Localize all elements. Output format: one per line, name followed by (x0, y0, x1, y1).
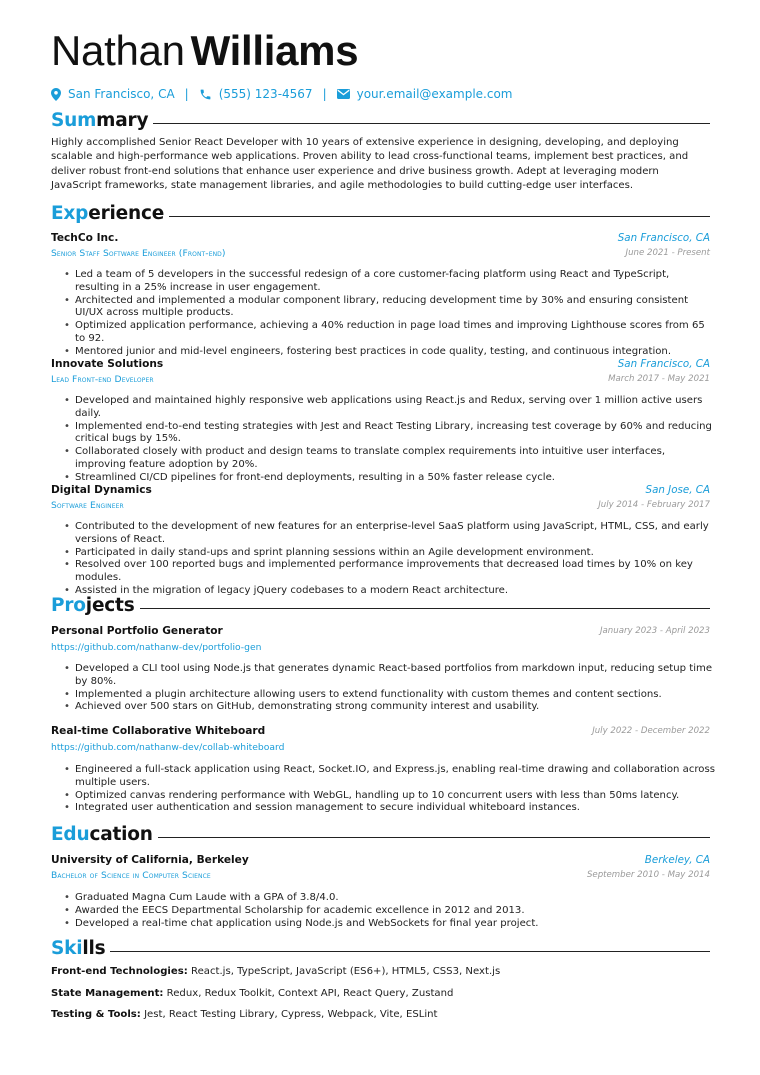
list-item: • Developed and maintained highly responsive web applications using React.js and Redux, serving over 1 million active users daily. (75, 395, 715, 421)
project-dates: July 2022 - December 2022 (592, 726, 710, 736)
title-accent: Pro (51, 594, 86, 616)
school-name: University of California, Berkeley (51, 854, 249, 866)
list-item: • Mentored junior and mid-level engineers, fostering best practices in code quality, testing, and continuous integration. (75, 346, 715, 359)
job-title: Software Engineer (51, 499, 124, 511)
title-accent: Exp (51, 202, 89, 224)
skill-value: React.js, TypeScript, JavaScript (ES6+), HTML5, CSS3, Next.js (191, 966, 501, 977)
section-title (51, 595, 135, 616)
section-rule (153, 123, 710, 124)
project-bullets (75, 663, 715, 714)
project-dates: January 2023 - April 2023 (600, 626, 710, 636)
company-name: Digital Dynamics (51, 484, 152, 496)
section-rule (140, 608, 710, 609)
education-dates: September 2010 - May 2014 (586, 870, 710, 880)
company-name: TechCo Inc. (51, 232, 119, 244)
skill-row (51, 1008, 710, 1022)
list-item: • Graduated Magna Cum Laude with a GPA of 3.8/4.0. (75, 892, 715, 905)
skill-label: Front-end Technologies: (51, 966, 188, 977)
phone-icon (199, 88, 212, 101)
contact-email[interactable] (337, 87, 513, 101)
job-location: San Jose, CA (645, 484, 710, 496)
project-entry-subheader (51, 640, 710, 654)
job-title: Lead Front-end Developer (51, 373, 154, 385)
envelope-icon (337, 89, 350, 99)
section-summary-heading (51, 108, 710, 132)
list-item: • Led a team of 5 developers in the successful redesign of a core customer-facing platform using React and TypeScript, resulting in a 25% increase in user engagement. (75, 269, 715, 295)
candidate-name (51, 28, 358, 74)
contact-separator: | (184, 87, 189, 101)
job-location: San Francisco, CA (617, 358, 710, 370)
summary-text: Highly accomplished Senior React Developer with 10 years of extensive experience in designing, developing, and deploying scalable and high-performance web applications. Proven ability to lead cross-functional teams, implement best practices, and deliver robust front-end solutions that enhance user experience and drive business growth. Adept at leveraging modern JavaScript frameworks, state management libraries, and agile methodologies to build cutting-edge user interfaces. (51, 137, 689, 191)
title-rest: lls (82, 937, 106, 959)
list-item: • Streamlined CI/CD pipelines for front-end deployments, resulting in a 50% faster release cycle. (75, 472, 715, 485)
section-education-heading (51, 822, 710, 846)
project-url-link[interactable]: https://github.com/nathanw-dev/portfolio-gen (51, 641, 262, 653)
map-pin-icon (51, 88, 61, 101)
project-entry-header (51, 624, 710, 638)
contact-phone[interactable] (199, 87, 313, 101)
skill-row (51, 965, 710, 979)
skill-label: Testing & Tools: (51, 1009, 141, 1020)
title-accent: Ski (51, 937, 83, 959)
job-dates: June 2021 - Present (625, 248, 710, 258)
contact-line (51, 85, 513, 103)
project-name: Personal Portfolio Generator (51, 625, 223, 637)
education-bullets (75, 892, 715, 930)
title-rest: jects (85, 594, 135, 616)
job-title: Senior Staff Software Engineer (Front-end) (51, 247, 226, 259)
list-item: • Achieved over 500 stars on GitHub, demonstrating strong community interest and usability. (75, 701, 715, 714)
section-rule (158, 837, 710, 838)
list-item: • Assisted in the migration of legacy jQuery codebases to a modern React architecture. (75, 585, 715, 598)
project-entry-subheader (51, 740, 710, 754)
list-item: • Optimized application performance, achieving a 40% reduction in page load times and improving Lighthouse scores from 65 to 92. (75, 320, 715, 346)
title-rest: erience (88, 202, 165, 224)
project-entry-header (51, 724, 710, 738)
education-entry-header (51, 853, 710, 867)
list-item: • Contributed to the development of new features for an enterprise-level SaaS platform using JavaScript, HTML, CSS, and early versions of React. (75, 521, 715, 547)
experience-entry-header (51, 231, 710, 245)
company-name: Innovate Solutions (51, 358, 164, 370)
list-item: • Collaborated closely with product and design teams to translate complex requirements into intuitive user interfaces, improving feature adoption by 20%. (75, 446, 715, 472)
experience-entry-subheader (51, 498, 710, 512)
experience-entry-subheader (51, 372, 710, 386)
skill-label: State Management: (51, 988, 164, 999)
list-item: • Developed a real-time chat application using Node.js and WebSockets for final year project. (75, 918, 715, 931)
phone-text: (555) 123-4567 (218, 87, 313, 101)
job-dates: March 2017 - May 2021 (608, 374, 710, 384)
list-item: • Engineered a full-stack application using React, Socket.IO, and Express.js, enabling real-time drawing and collaboration across multiple users. (75, 764, 715, 790)
degree: Bachelor of Science in Computer Science (51, 869, 211, 881)
title-rest: mary (96, 109, 149, 131)
last-name: Williams (190, 27, 359, 74)
list-item: • Awarded the EECS Departmental Scholarship for academic excellence in 2012 and 2013. (75, 905, 715, 918)
section-rule (110, 951, 710, 952)
experience-bullets (75, 269, 715, 359)
skill-value: Redux, Redux Toolkit, Context API, React Query, Zustand (166, 988, 454, 999)
list-item: • Architected and implemented a modular component library, reducing development time by 30% and ensuring consistent UI/UX across multiple products. (75, 295, 715, 321)
job-dates: July 2014 - February 2017 (598, 500, 710, 510)
project-url-link[interactable]: https://github.com/nathanw-dev/collab-whiteboard (51, 741, 285, 753)
job-location: San Francisco, CA (617, 232, 710, 244)
section-title (51, 824, 153, 845)
title-rest: cation (89, 823, 153, 845)
experience-bullets (75, 395, 715, 485)
project-bullets (75, 764, 715, 815)
experience-entry-subheader (51, 246, 710, 260)
location-text: San Francisco, CA (68, 87, 175, 101)
section-rule (169, 216, 710, 217)
skill-row (51, 987, 710, 1001)
experience-entry-header (51, 357, 710, 371)
school-location: Berkeley, CA (644, 854, 710, 866)
list-item: • Participated in daily stand-ups and sprint planning sessions within an Agile development environment. (75, 547, 715, 560)
section-skills-heading (51, 936, 710, 960)
section-title (51, 110, 148, 131)
section-title (51, 203, 164, 224)
skill-value: Jest, React Testing Library, Cypress, Webpack, Vite, ESLint (144, 1009, 438, 1020)
contact-separator: | (322, 87, 327, 101)
section-title (51, 938, 105, 959)
list-item: • Integrated user authentication and session management to secure individual whiteboard instances. (75, 802, 715, 815)
list-item: • Implemented a plugin architecture allowing users to extend functionality with custom themes and content sections. (75, 689, 715, 702)
email-link: your.email@example.com (356, 87, 513, 101)
list-item: • Developed a CLI tool using Node.js that generates dynamic React-based portfolios from markdown input, reducing setup time by 80%. (75, 663, 715, 689)
section-experience-heading (51, 201, 710, 225)
first-name: Nathan (51, 27, 185, 74)
education-entry-subheader (51, 868, 710, 882)
experience-entry-header (51, 483, 710, 497)
section-projects-heading (51, 593, 710, 617)
title-accent: Sum (51, 109, 97, 131)
title-accent: Edu (51, 823, 90, 845)
list-item: • Implemented end-to-end testing strategies with Jest and React Testing Library, increasing test coverage by 60% and reducing critical bugs by 15%. (75, 421, 715, 447)
experience-bullets (75, 521, 715, 598)
list-item: • Resolved over 100 reported bugs and implemented performance improvements that decreased load times by 10% on key modules. (75, 559, 715, 585)
list-item: • Optimized canvas rendering performance with WebGL, handling up to 10 concurrent users with less than 50ms latency. (75, 790, 715, 803)
project-name: Real-time Collaborative Whiteboard (51, 725, 266, 737)
contact-location (51, 87, 175, 101)
